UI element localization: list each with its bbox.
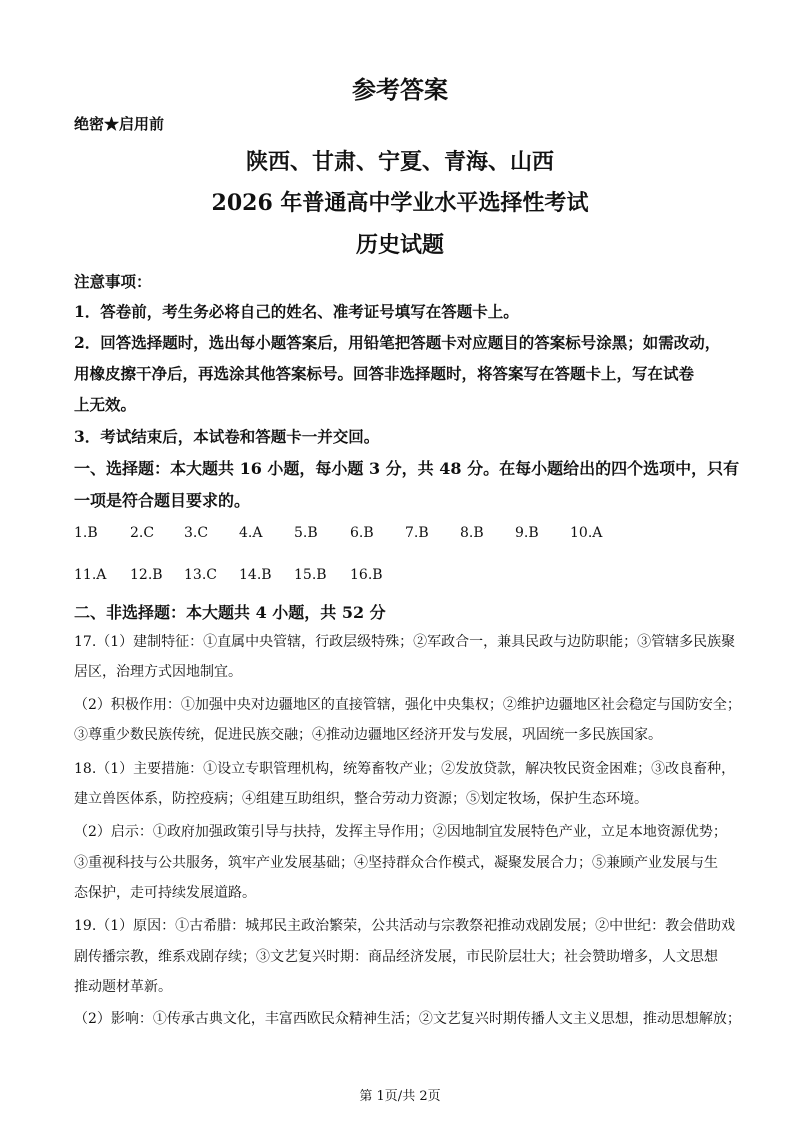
- answer-text-line: （2）影响：①传承古典文化，丰富西欧民众精神生活；②文艺复兴时期传播人文主义思想，推动思想解放；: [74, 1011, 741, 1027]
- notes-line: 1．答卷前，考生务必将自己的姓名、准考证号填写在答题卡上。: [74, 302, 519, 321]
- notes-line: 2．回答选择题时，选出每小题答案后，用铅笔把答题卡对应题目的答案标号涂黑；如需改动，: [74, 333, 721, 352]
- answer-item: 7.B: [405, 525, 429, 541]
- answer-text-line: 推动题材革新。: [74, 979, 172, 995]
- answer-item: 8.B: [460, 525, 484, 541]
- answer-text-line: （2）启示：①政府加强政策引导与扶持，发挥主导作用；②因地制宜发展特色产业，立足本地资源优势；: [74, 824, 727, 840]
- notes-heading: 注意事项：: [74, 272, 152, 291]
- answer-item: 10.A: [570, 525, 603, 541]
- section1-heading-cont: 一项是符合题目要求的。: [74, 491, 251, 510]
- answer-item: 13.C: [184, 567, 217, 583]
- answer-text-line: 剧传播宗教，维系戏剧存续；③文艺复兴时期：商品经济发展，市民阶层壮大；社会赞助增多，人文思想: [74, 949, 718, 965]
- answer-text-line: 19.（1）原因：①古希腊：城邦民主政治繁荣，公共活动与宗教祭祀推动戏剧发展；②中世纪：教会借助戏: [74, 918, 736, 934]
- answer-item: 3.C: [184, 525, 209, 541]
- answer-item: 2.C: [130, 525, 155, 541]
- answer-text-line: ③尊重少数民族传统，促进民族交融；④推动边疆地区经济开发与发展，巩固统一多民族国家。: [74, 727, 662, 743]
- answer-item: 1.B: [74, 525, 98, 541]
- answer-text-line: （2）积极作用：①加强中央对边疆地区的直接管辖，强化中央集权；②维护边疆地区社会稳定与国防安全；: [74, 697, 741, 713]
- answer-item: 6.B: [350, 525, 374, 541]
- subject-title: 历史试题: [355, 232, 444, 258]
- page-number: 第 1页/共 2页: [359, 1089, 441, 1104]
- notes-line: 3．考试结束后，本试卷和答题卡一并交回。: [74, 427, 380, 446]
- answer-item: 14.B: [239, 567, 272, 583]
- answer-text-line: 居区，治理方式因地制宜。: [74, 664, 242, 680]
- answer-item: 12.B: [130, 567, 163, 583]
- secret-label: 绝密★启用前: [74, 115, 165, 133]
- answer-text-line: 建立兽医体系，防控疫病；④组建互助组织，整合劳动力资源；⑤划定牧场，保护生态环境。: [74, 791, 648, 807]
- answer-text-line: 18.（1）主要措施：①设立专职管理机构，统筹畜牧产业；②发放贷款，解决牧民资金困难；③改良畜种，: [74, 761, 736, 777]
- answer-item: 11.A: [74, 567, 107, 583]
- answer-item: 16.B: [350, 567, 383, 583]
- answer-item: 4.A: [239, 525, 263, 541]
- notes-line: 上无效。: [74, 395, 137, 414]
- answer-text-line: 17.（1）建制特征：①直属中央管辖，行政层级特殊；②军政合一，兼具民政与边防职能；③管辖多民族聚: [74, 634, 736, 650]
- section1-heading: 一、选择题：本大题共 16 小题，每小题 3 分，共 48 分。在每小题给出的四个选项中，只有: [74, 459, 740, 478]
- answer-item: 15.B: [294, 567, 327, 583]
- regions-title: 陕西、甘肃、宁夏、青海、山西: [245, 149, 554, 175]
- answer-text-line: ③重视科技与公共服务，筑牢产业发展基础；④坚持群众合作模式，凝聚发展合力；⑤兼顾产业发展与生: [74, 855, 718, 871]
- answer-key-title: 参考答案: [352, 75, 448, 104]
- section2-heading: 二、非选择题：本大题共 4 小题，共 52 分: [74, 603, 386, 622]
- answer-text-line: 态保护，走可持续发展道路。: [74, 885, 256, 901]
- notes-line: 用橡皮擦干净后，再选涂其他答案标号。回答非选择题时，将答案写在答题卡上，写在试卷: [74, 364, 695, 383]
- answer-item: 5.B: [294, 525, 318, 541]
- answer-item: 9.B: [515, 525, 539, 541]
- exam-title: 2026 年普通高中学业水平选择性考试: [211, 190, 589, 216]
